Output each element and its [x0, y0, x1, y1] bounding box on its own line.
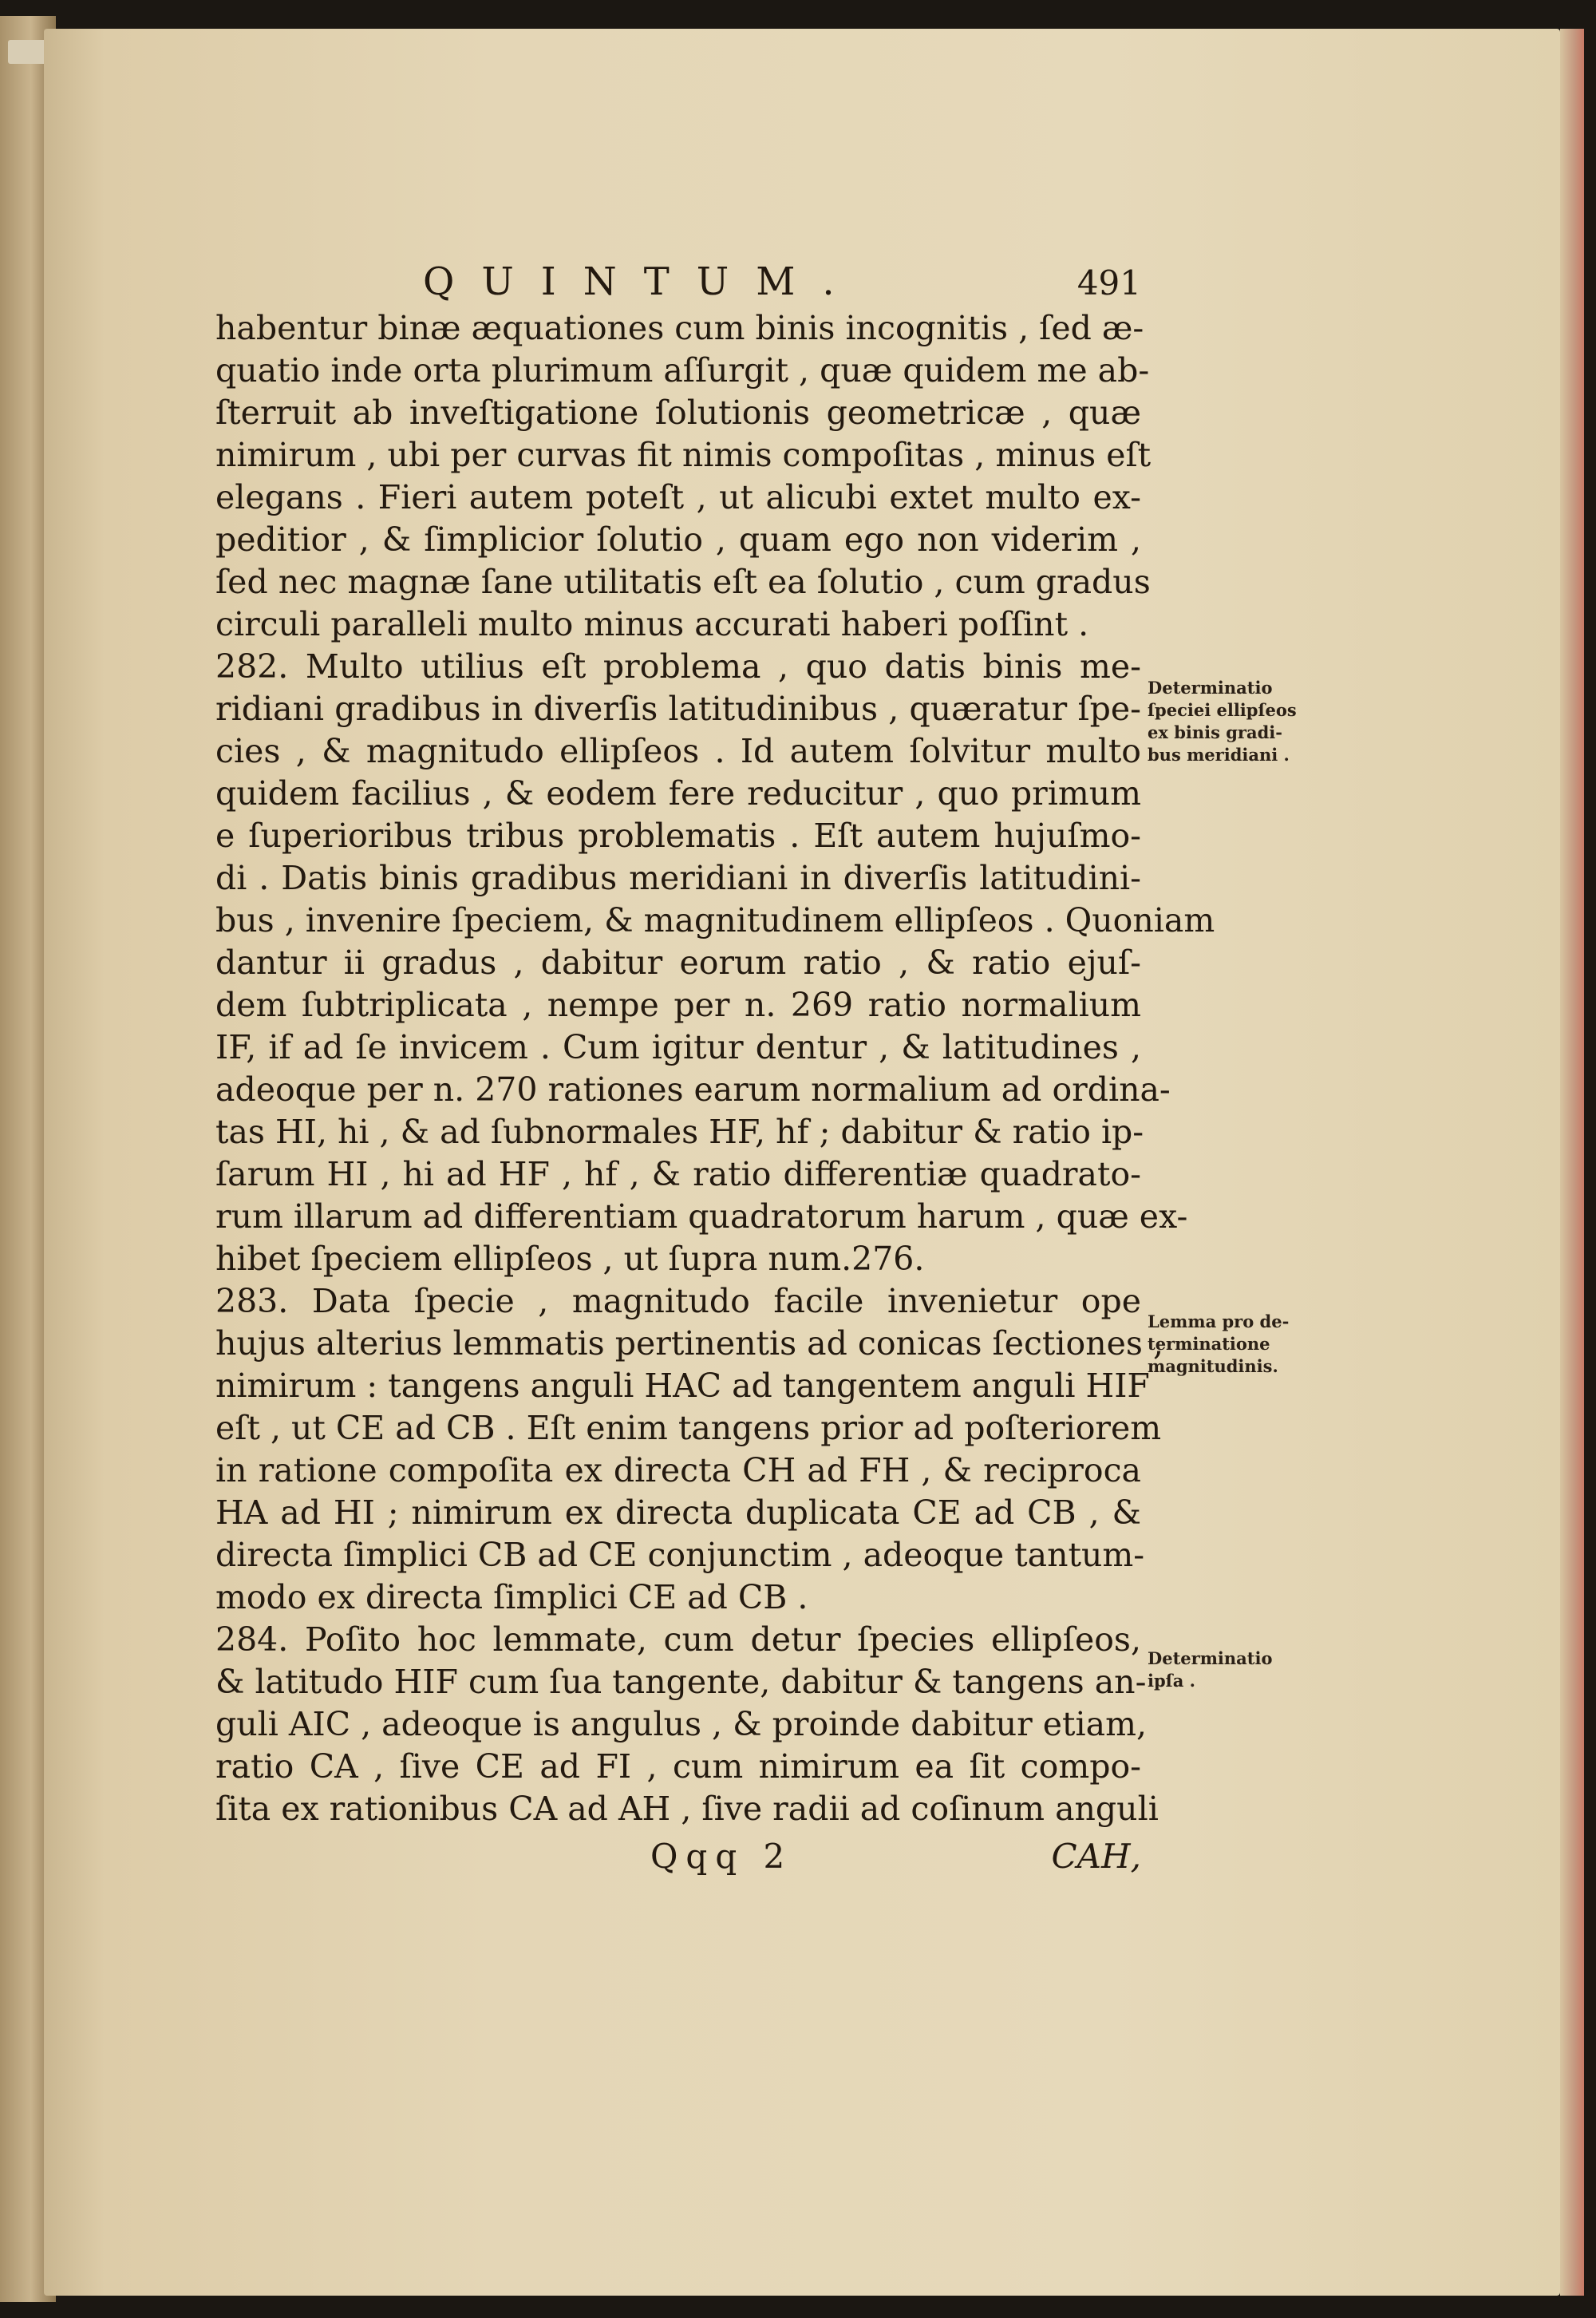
body-line: hujus alterius lemmatis pertinentis ad conicas ſectiones ,: [215, 1324, 1163, 1363]
body-line: hibet ſpeciem ellipſeos , ut ſupra num.276.: [215, 1240, 925, 1278]
body-line: HA ad HI ; nimirum ex directa duplicata CE ad CB , &: [215, 1493, 1141, 1532]
body-line: e ſuperioribus tribus problematis . Eſt autem hujuſmo-: [215, 817, 1141, 855]
page-footer: [215, 1837, 1141, 1881]
signature-mark: Qqq 2: [650, 1837, 793, 1876]
body-line: ſterruit ab inveſtigatione ſolutionis geometricæ , quæ: [215, 394, 1141, 432]
margin-note-line: bus meridiani .: [1148, 745, 1290, 765]
body-line: guli AIC , adeoque is angulus , & proinde dabitur etiam,: [215, 1705, 1147, 1743]
margin-note-line: magnitudinis.: [1148, 1356, 1278, 1376]
body-line: quatio inde orta plurimum aſſurgit , quæ quidem me ab-: [215, 351, 1150, 390]
body-line: ridiani gradibus in diverſis latitudinibus , quæratur ſpe-: [215, 690, 1141, 728]
body-line: ſed nec magnæ ſane utilitatis eſt ea ſolutio , cum gradus: [215, 563, 1151, 601]
margin-note-2: [1148, 1311, 1315, 1378]
body-line: & latitudo HIF cum ſua tangente, dabitur & tangens an-: [215, 1663, 1147, 1701]
margin-note-line: Determinatio: [1148, 678, 1273, 698]
body-line: nimirum : tangens anguli HAC ad tangentem anguli HIF: [215, 1367, 1150, 1405]
margin-note-line: ex binis gradi-: [1148, 722, 1282, 742]
page-number: 491: [1077, 263, 1141, 303]
margin-note-3: [1148, 1648, 1315, 1692]
running-head: QUINTUM.: [423, 259, 862, 304]
page-fore-edge: [1560, 29, 1584, 2296]
body-line: eſt , ut CE ad CB . Eſt enim tangens prior ad poſteriorem: [215, 1409, 1162, 1447]
body-line: 283. Data ſpecie , magnitudo facile invenietur ope: [215, 1282, 1141, 1320]
body-line: habentur binæ æquationes cum binis incognitis , ſed æ-: [215, 309, 1144, 347]
body-line: dem ſubtriplicata , nempe per n. 269 ratio normalium: [215, 986, 1141, 1024]
body-line: circuli paralleli multo minus accurati haberi poſſint .: [215, 605, 1089, 643]
body-line: bus , invenire ſpeciem, & magnitudinem ellipſeos . Quoniam: [215, 901, 1215, 939]
body-line: tas HI, hi , & ad ſubnormales HF, hf ; dabitur & ratio ip-: [215, 1113, 1144, 1151]
catchword: CAH,: [1051, 1837, 1141, 1876]
body-line: quidem facilius , & eodem fere reducitur , quo primum: [215, 774, 1141, 813]
body-line: rum illarum ad differentiam quadratorum harum , quæ ex-: [215, 1197, 1188, 1236]
body-line: nimirum , ubi per curvas fit nimis compoſitas , minus eſt: [215, 436, 1152, 474]
body-line: elegans . Fieri autem poteſt , ut alicubi extet multo ex-: [215, 478, 1141, 516]
margin-note-line: ſpeciei ellipſeos: [1148, 700, 1297, 720]
body-line: ſarum HI , hi ad HF , hf , & ratio differentiæ quadrato-: [215, 1155, 1141, 1193]
body-line: in ratione compoſita ex directa CH ad FH , & reciproca: [215, 1451, 1141, 1489]
body-line: ſita ex rationibus CA ad AH , ſive radii ad coſinum anguli: [215, 1790, 1159, 1828]
body-line: ratio CA , ſive CE ad FI , cum nimirum ea ſit compo-: [215, 1747, 1141, 1786]
body-line: adeoque per n. 270 rationes earum normalium ad ordina-: [215, 1070, 1171, 1109]
body-line: IF, if ad ſe invicem . Cum igitur dentur , & latitudines ,: [215, 1028, 1141, 1066]
body-line: 282. Multo utilius eſt problema , quo datis binis me-: [215, 647, 1141, 686]
body-line: di . Datis binis gradibus meridiani in diverſis latitudini-: [215, 859, 1141, 897]
body-line: cies , & magnitudo ellipſeos . Id autem ſolvitur multo: [215, 732, 1141, 770]
margin-note-line: terminatione: [1148, 1334, 1270, 1354]
body-line: modo ex directa ſimplici CE ad CB .: [215, 1578, 808, 1616]
margin-note-line: Determinatio: [1148, 1648, 1273, 1668]
margin-note-line: Lemma pro de-: [1148, 1311, 1290, 1331]
body-line: directa ſimplici CB ad CE conjunctim , adeoque tantum-: [215, 1536, 1145, 1574]
body-line: peditior , & ſimplicior ſolutio , quam ego non viderim ,: [215, 520, 1141, 559]
page-header: [215, 259, 1141, 307]
body-line: dantur ii gradus , dabitur eorum ratio , & ratio ejuſ-: [215, 943, 1141, 982]
margin-note-1: [1148, 677, 1315, 766]
margin-note-line: ipſa .: [1148, 1671, 1195, 1691]
body-line: 284. Poſito hoc lemmate, cum detur ſpecies ellipſeos,: [215, 1620, 1141, 1659]
